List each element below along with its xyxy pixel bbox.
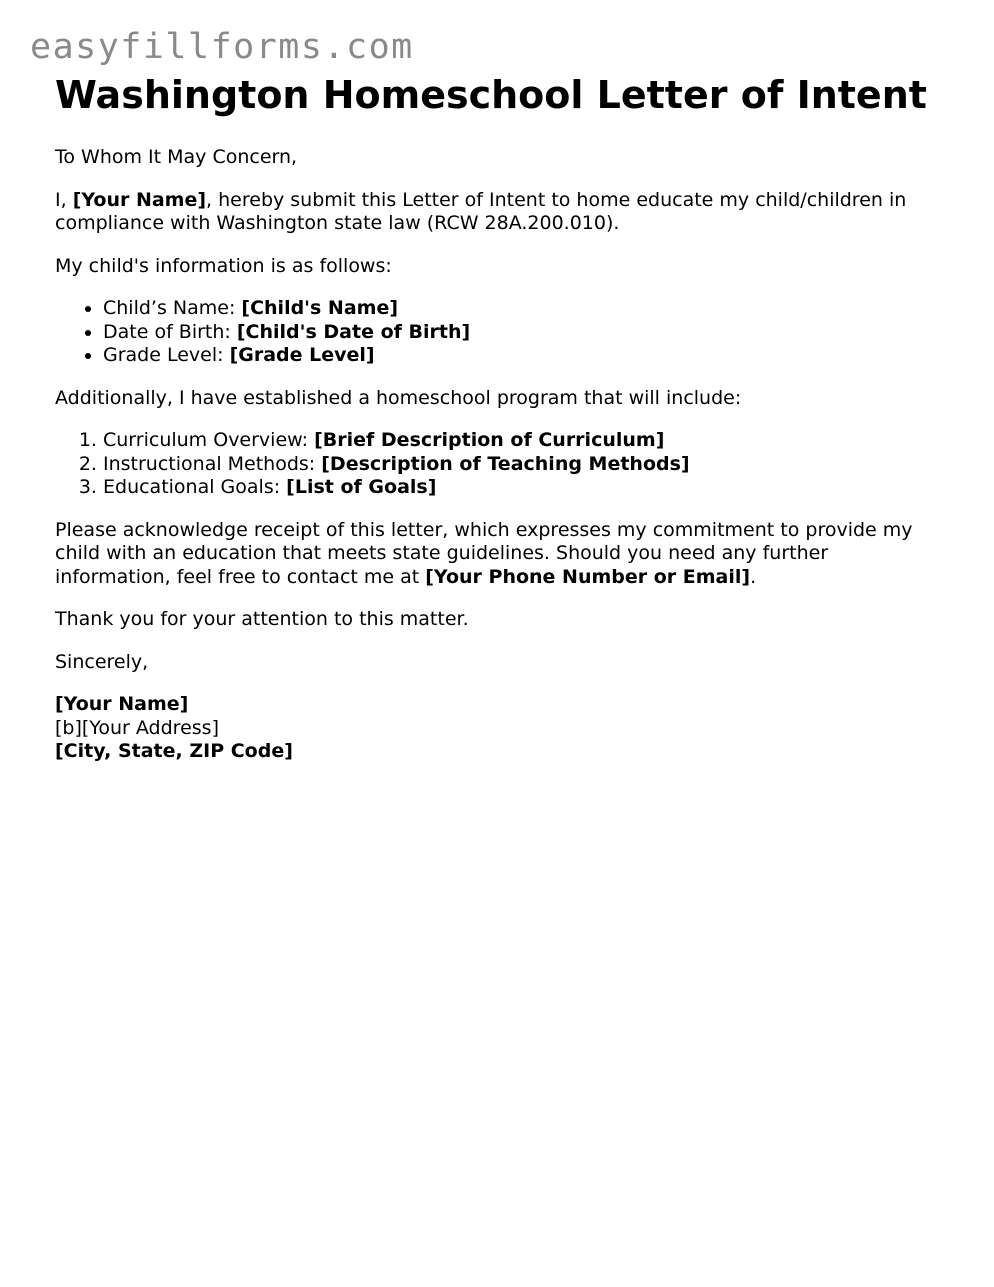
list-item	[103, 344, 945, 368]
closing: Sincerely,	[55, 650, 149, 673]
intro-prefix: I,	[55, 188, 73, 211]
acknowledge-text: Please acknowledge receipt of this letter, which expresses my commitment to provide my child with an education that meets state guidelines. Should you need any further information, feel free to contact me at	[55, 518, 913, 588]
site-watermark: easyfillforms.com	[30, 27, 414, 67]
program-list	[55, 429, 945, 500]
page-title: Washington Homeschool Letter of Intent	[55, 73, 927, 117]
letter-body	[55, 146, 945, 764]
goals-label: Educational Goals:	[103, 476, 287, 498]
methods-placeholder: [Description of Teaching Methods]	[321, 452, 690, 475]
intro-paragraph	[55, 189, 945, 236]
goals-placeholder: [List of Goals]	[286, 476, 437, 498]
birth-date-placeholder: [Child's Date of Birth]	[236, 320, 471, 343]
signature-address-placeholder: [b][Your Address]	[55, 716, 219, 739]
acknowledge-end: .	[750, 565, 757, 588]
signature-city-placeholder: [City, State, ZIP Code]	[55, 740, 293, 762]
curriculum-label: Curriculum Overview:	[103, 429, 315, 451]
grade-level-placeholder: [Grade Level]	[229, 344, 375, 366]
list-item	[103, 453, 945, 477]
methods-label: Instructional Methods:	[103, 452, 322, 475]
salutation: To Whom It May Concern,	[55, 146, 298, 168]
birth-date-label: Date of Birth:	[103, 320, 237, 343]
thanks-paragraph: Thank you for your attention to this matter.	[55, 608, 469, 630]
grade-level-label: Grade Level:	[103, 344, 230, 366]
letter-page	[55, 72, 945, 764]
child-info-list	[55, 297, 945, 368]
signature-name-placeholder: [Your Name]	[55, 693, 189, 715]
child-name-placeholder: [Child's Name]	[241, 297, 399, 319]
list-item	[103, 429, 945, 453]
intro-suffix: , hereby submit this Letter of Intent to home educate my child/children in compliance with Washington state law (RCW 28A.200.010).	[55, 188, 907, 234]
list-item	[103, 321, 945, 345]
program-heading: Additionally, I have established a homeschool program that will include:	[55, 386, 742, 409]
list-item	[103, 297, 945, 321]
child-name-label: Child’s Name:	[103, 297, 242, 319]
acknowledge-paragraph	[55, 519, 945, 590]
curriculum-placeholder: [Brief Description of Curriculum]	[314, 429, 665, 451]
list-item	[103, 476, 945, 500]
signature-block	[55, 693, 945, 764]
contact-placeholder: [Your Phone Number or Email]	[425, 565, 751, 588]
child-info-heading: My child's information is as follows:	[55, 254, 392, 277]
intro-name-placeholder: [Your Name]	[72, 188, 207, 211]
